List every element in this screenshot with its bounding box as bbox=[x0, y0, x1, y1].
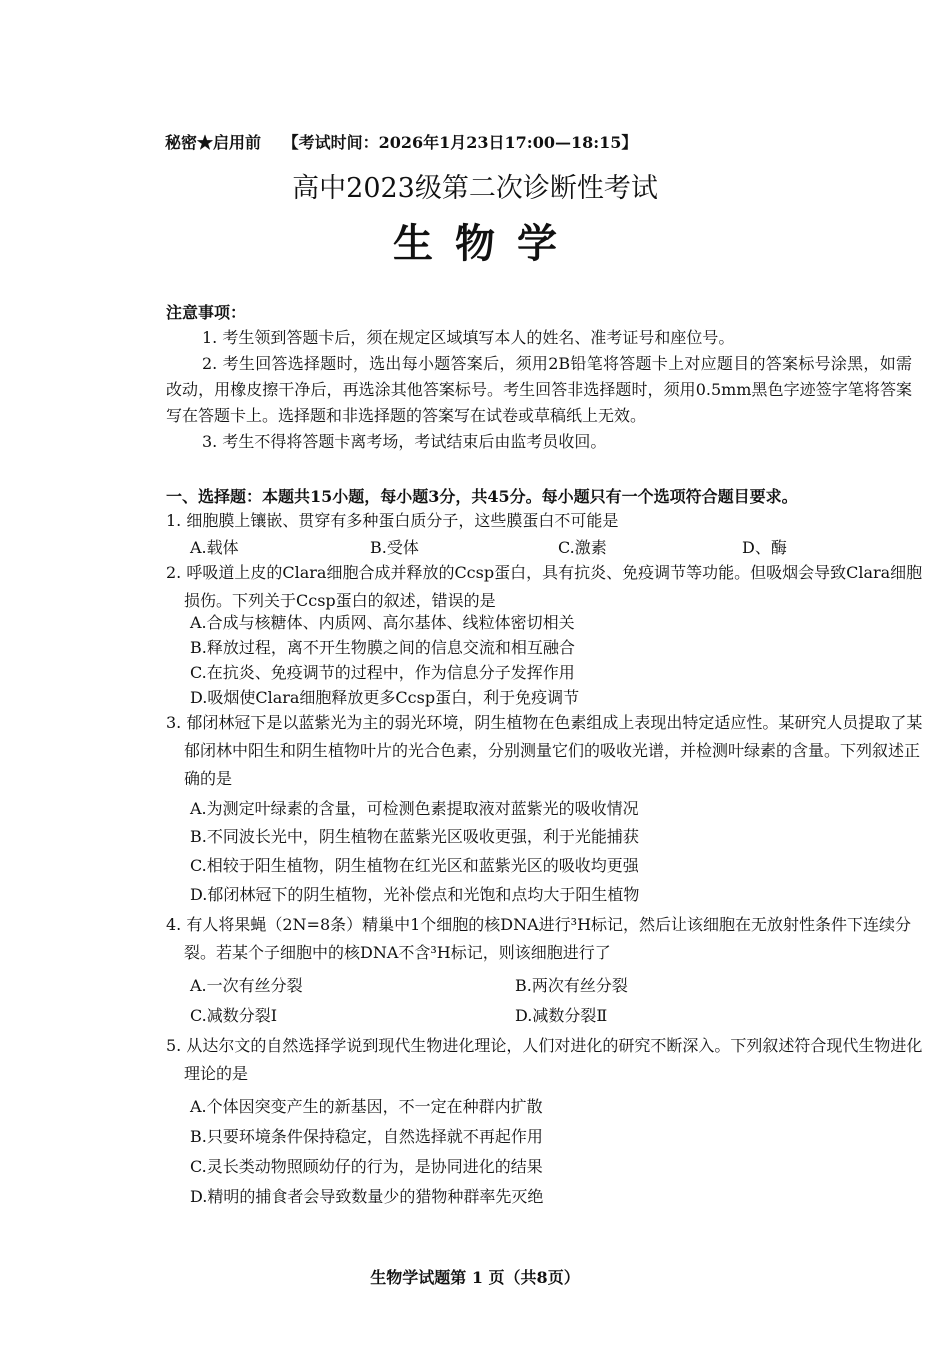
q1-option-a: A.载体 bbox=[190, 538, 239, 557]
q2-option-d: D.吸烟使Clara细胞释放更多Ccsp蛋白，利于免疫调节 bbox=[190, 688, 580, 707]
q2-option-c: C.在抗炎、免疫调节的过程中，作为信息分子发挥作用 bbox=[190, 663, 575, 682]
notice-item-1: 1. 考生领到答题卡后，须在规定区域填写本人的姓名、准考证号和座位号。 bbox=[202, 328, 735, 347]
q5-option-a: A.个体因突变产生的新基因，不一定在种群内扩散 bbox=[190, 1097, 543, 1116]
section-heading: 一、选择题：本题共15小题，每小题3分，共45分。每小题只有一个选项符合题目要求。 bbox=[166, 487, 798, 506]
q5-option-c: C.灵长类动物照顾幼仔的行为，是协同进化的结果 bbox=[190, 1157, 543, 1176]
q5-option-b: B.只要环境条件保持稳定，自然选择就不再起作用 bbox=[190, 1127, 543, 1146]
notice-item-2: 2. 考生回答选择题时，选出每小题答案后，须用2B铅笔将答题卡上对应题目的答案标号涂黑，如需改动，用橡皮擦干净后，再选涂其他答案标号。考生回答非选择题时，须用0.5mm黑色字迹签字笔将答案写在答题卡上。选择题和非选择题的答案写在试卷或草稿纸上无效。 bbox=[166, 354, 912, 425]
exam-time: 【考试时间：2026年1月23日17:00—18:15】 bbox=[282, 133, 638, 152]
secret-mark: 秘密★启用前 bbox=[165, 133, 262, 152]
q4-option-c: C.减数分裂Ⅰ bbox=[190, 1006, 278, 1025]
q3-option-d: D.郁闭林冠下的阴生植物，光补偿点和光饱和点均大于阳生植物 bbox=[190, 885, 640, 904]
question-3-stem: 3. 郁闭林冠下是以蓝紫光为主的弱光环境，阴生植物在色素组成上表现出特定适应性。某研究人员提取了某郁闭林中阳生和阴生植物叶片的光合色素，分别测量它们的吸收光谱，并检测叶绿素的含量。下列叙述正确的是 bbox=[166, 713, 923, 788]
question-5-stem: 5. 从达尔文的自然选择学说到现代生物进化理论，人们对进化的研究不断深入。下列叙述符合现代生物进化理论的是 bbox=[166, 1036, 923, 1083]
exam-subtitle: 高中2023级第二次诊断性考试 bbox=[292, 173, 658, 204]
q3-option-a: A.为测定叶绿素的含量，可检测色素提取液对蓝紫光的吸收情况 bbox=[190, 799, 639, 818]
q4-option-b: B.两次有丝分裂 bbox=[515, 976, 628, 995]
q3-option-c: C.相较于阳生植物，阴生植物在红光区和蓝紫光区的吸收均更强 bbox=[190, 856, 639, 875]
header-line bbox=[165, 130, 653, 153]
q4-option-d: D.减数分裂Ⅱ bbox=[515, 1006, 608, 1025]
q2-option-b: B.释放过程，离不开生物膜之间的信息交流和相互融合 bbox=[190, 638, 575, 657]
q5-option-d: D.精明的捕食者会导致数量少的猎物种群率先灭绝 bbox=[190, 1187, 544, 1206]
question-4-stem: 4. 有人将果蝇（2N=8条）精巢中1个细胞的核DNA进行³H标记，然后让该细胞在无放射性条件下连续分裂。若某个子细胞中的核DNA不含³H标记，则该细胞进行了 bbox=[166, 915, 912, 962]
notice-heading: 注意事项： bbox=[166, 303, 247, 322]
question-2-stem: 2. 呼吸道上皮的Clara细胞合成并释放的Ccsp蛋白，具有抗炎、免疫调节等功能。但吸烟会导致Clara细胞损伤。下列关于Ccsp蛋白的叙述，错误的是 bbox=[166, 563, 923, 610]
q1-option-b: B.受体 bbox=[370, 538, 419, 557]
q3-option-b: B.不同波长光中，阴生植物在蓝紫光区吸收更强，利于光能捕获 bbox=[190, 827, 639, 846]
q1-option-d: D、酶 bbox=[742, 538, 787, 557]
page-footer: 生物学试题第 1 页（共8页） bbox=[370, 1268, 580, 1287]
q1-option-c: C.激素 bbox=[558, 538, 607, 557]
notice-item-3: 3. 考生不得将答题卡离考场，考试结束后由监考员收回。 bbox=[202, 432, 607, 451]
q4-option-a: A.一次有丝分裂 bbox=[190, 976, 303, 995]
q2-option-a: A.合成与核糖体、内质网、高尔基体、线粒体密切相关 bbox=[190, 613, 575, 632]
page-title: 生物学 bbox=[393, 220, 579, 267]
question-1-stem: 1. 细胞膜上镶嵌、贯穿有多种蛋白质分子，这些膜蛋白不可能是 bbox=[166, 511, 619, 530]
